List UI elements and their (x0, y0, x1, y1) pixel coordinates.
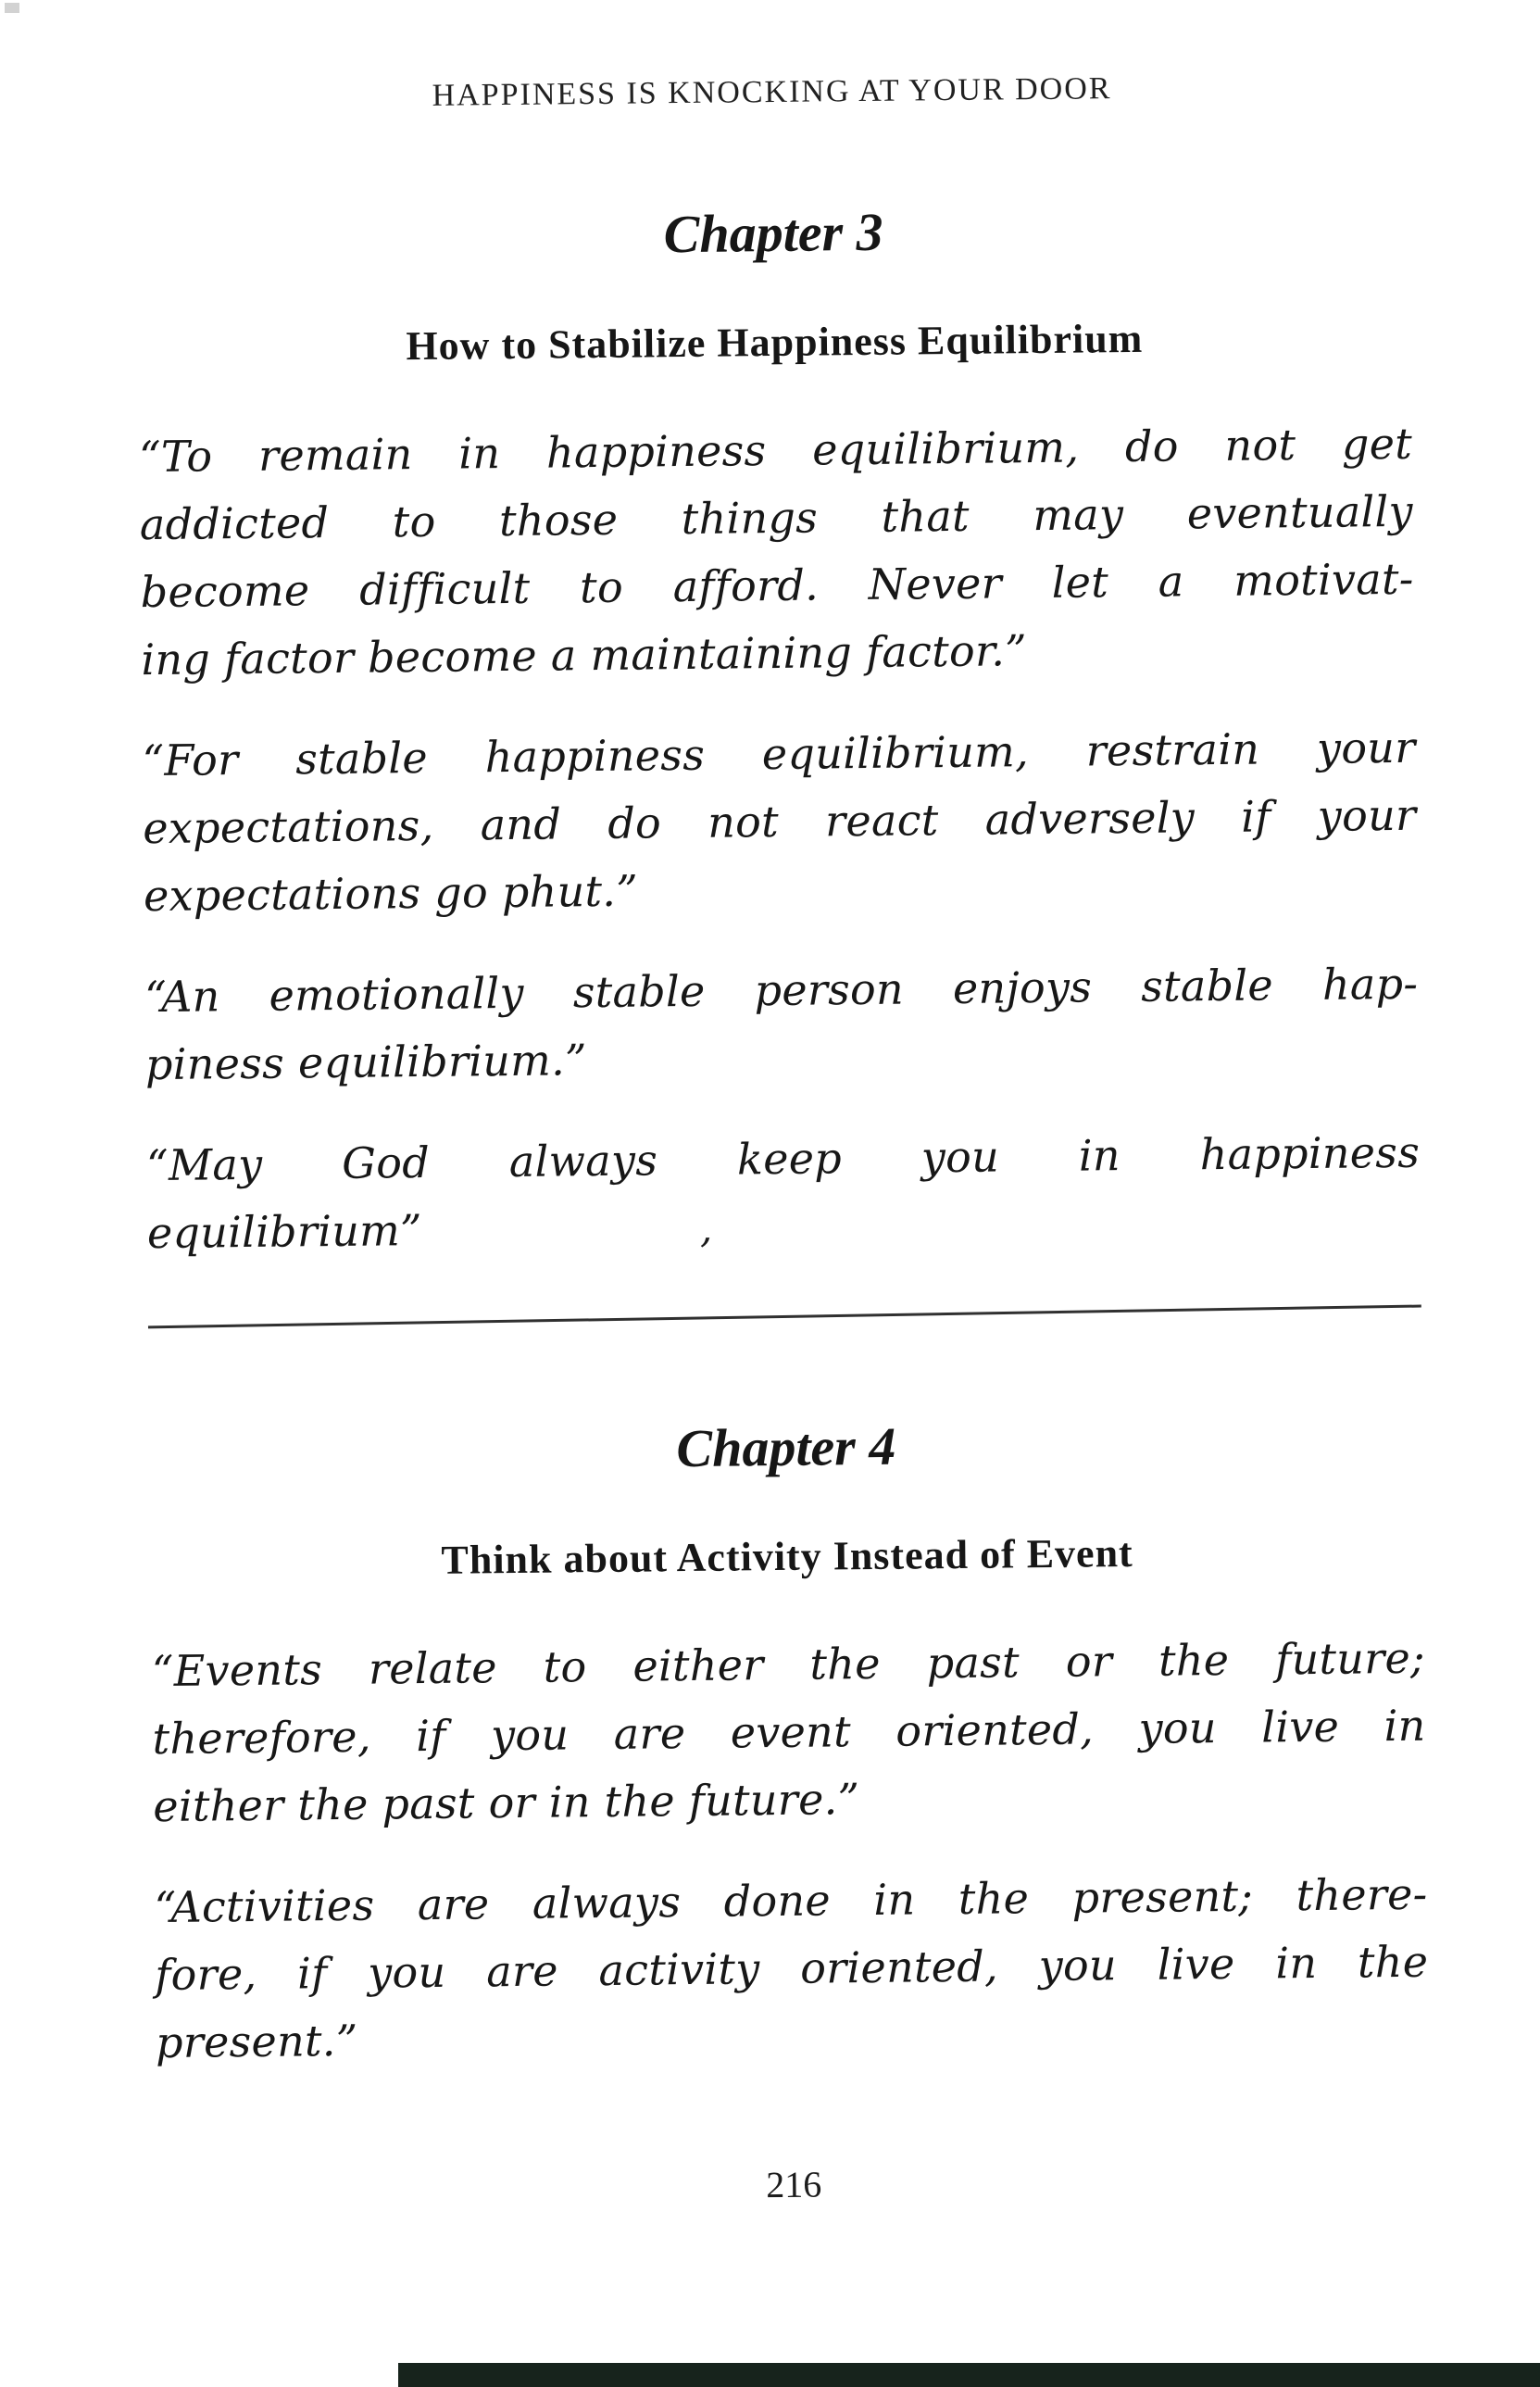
quote-line: expectations, and do not react adversely if your (143, 789, 1417, 854)
quote-line: present.” (155, 2015, 358, 2068)
quote-line: fore, if you are activity oriented, you live in the (155, 1936, 1429, 2001)
quote-line: expectations go phut.” (143, 865, 639, 922)
quote-paragraph (144, 950, 1419, 1099)
chapter-4-section (149, 1408, 1429, 2077)
quote-paragraph (146, 1119, 1421, 1268)
chapter-3-section (136, 194, 1421, 1268)
quote-line: become difficult to afford. Never let a motivat- (140, 553, 1414, 618)
quote-line: “To remain in happiness equilibrium, do not get (138, 418, 1413, 483)
quote-line (147, 1187, 1421, 1268)
printed-area (134, 0, 1431, 2213)
running-header: HAPPINESS IS KNOCKING AT YOUR DOOR (432, 71, 1112, 113)
quote-paragraph (142, 714, 1417, 930)
scan-speck (5, 3, 19, 13)
quote-line: “Activities are always done in the present; there- (154, 1868, 1428, 1933)
chapter-3-title: Chapter 3 (663, 201, 883, 265)
quote-line: “For stable happiness equilibrium, restrain your (142, 722, 1416, 786)
quote-line: “May God always keep you in happiness (145, 1126, 1421, 1191)
bottom-scan-bar (398, 2363, 1540, 2387)
quote-line: ing factor become a maintaining factor.” (141, 625, 1028, 685)
quote-line: either the past or in the future.” (153, 1774, 860, 1832)
quote-line-text: equilibrium” (146, 1205, 423, 1259)
chapter-3-subtitle: How to Stabilize Happiness Equilibrium (406, 315, 1144, 370)
section-divider (148, 1305, 1421, 1329)
quote-line: addicted to those things that may eventually (139, 485, 1414, 550)
quote-line: “Events relate to either the past or the future; (151, 1632, 1426, 1697)
quote-line: piness equilibrium.” (144, 1035, 588, 1090)
quote-paragraph (151, 1625, 1426, 1841)
quote-paragraph (154, 1861, 1429, 2077)
chapter-4-title: Chapter 4 (676, 1415, 896, 1479)
chapter-4-subtitle: Think about Activity Instead of Event (441, 1529, 1133, 1583)
quote-paragraph (139, 410, 1415, 694)
page-number: 216 (765, 2163, 822, 2206)
ink-speck: , (699, 1205, 713, 1251)
quote-line: therefore, if you are event oriented, you live in (152, 1700, 1426, 1765)
quote-line: “An emotionally stable person enjoys stable hap- (144, 958, 1419, 1023)
